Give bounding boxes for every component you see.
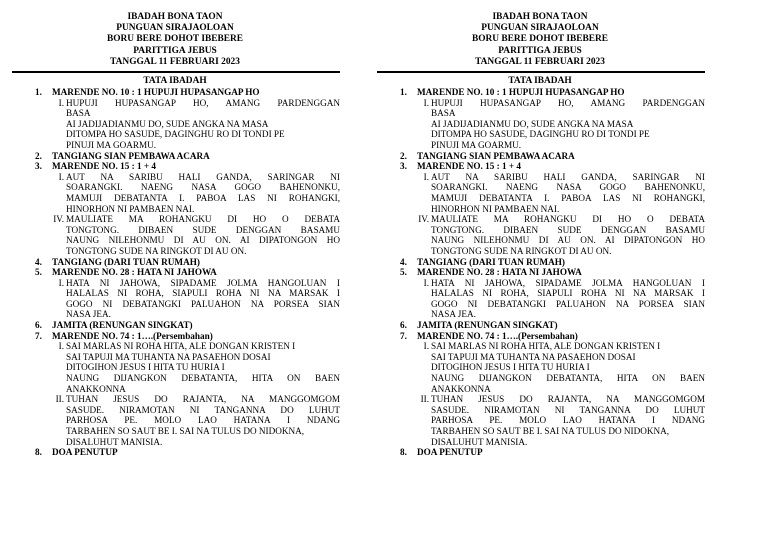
- item-title: MARENDE NO. 28 : HATA NI JAHOWA: [52, 267, 217, 278]
- verse-number: IV.: [53, 214, 64, 225]
- verse-line: SAI TAPUJI MA TUHANTA NA PASAEHON DOSAI: [66, 351, 271, 362]
- program-item: [375, 151, 705, 162]
- verse-line: TUHAN JESUS DO RAJANTA, NA MANGGOMGOM: [66, 394, 340, 405]
- verse-line: MAMUJI DEBATANTA I. PABOA LAS NI ROHANGKI,: [431, 192, 705, 203]
- hymn-verse: [52, 394, 340, 447]
- verse-line: DITOMPA HO SASUDE, DAGINGHU RO DI TONDI PE: [431, 129, 650, 140]
- hymn-verse: [52, 98, 340, 151]
- verse-line: AUT NA SARIBU HALI GANDA, SARINGAR NI: [66, 171, 340, 182]
- item-number: 1.: [400, 87, 407, 98]
- verse-line: NASA JEA.: [66, 309, 111, 320]
- verse-line: TONGTONG SUDE NA RINGKOT DI AU ON.: [66, 245, 247, 256]
- item-title: TANGIANG SIAN PEMBAWA ACARA: [52, 150, 210, 161]
- item-number: 5.: [400, 267, 407, 278]
- header-line: BORU BERE DOHOT IBEBERE: [471, 34, 609, 45]
- verse-line: TONGTONG SUDE NA RINGKOT DI AU ON.: [431, 245, 612, 256]
- verse-line: SAI MARLAS NI ROHA HITA, ALE DONGAN KRISTEN I: [431, 341, 661, 352]
- verse-line: SAI MARLAS NI ROHA HITA, ALE DONGAN KRISTEN I: [66, 341, 296, 352]
- item-number: 6.: [400, 320, 407, 331]
- verse-number: I.: [58, 97, 64, 108]
- header-line: PUNGUAN SIRAJAOLOAN: [116, 23, 234, 34]
- item-title: DOA PENUTUP: [52, 447, 118, 458]
- header-line: IBADAH BONA TAON: [127, 12, 223, 22]
- verse-number: I.: [423, 97, 429, 108]
- item-title: MARENDE NO. 74 : 1….(Persembahan): [52, 330, 213, 341]
- verse-number: IV.: [418, 214, 429, 225]
- verse-line: DITOMPA HO SASUDE, DAGINGHU RO DI TONDI PE: [66, 129, 285, 140]
- program-item: [10, 87, 340, 98]
- verse-line: SOARANGKI. NAENG NASA GOGO BAHENONKU,: [66, 182, 340, 193]
- item-title: TANGIANG SIAN PEMBAWA ACARA: [417, 150, 575, 161]
- verse-line: SAI TAPUJI MA TUHANTA NA PASAEHON DOSAI: [431, 351, 636, 362]
- header-line: PARITTIGA JEBUS: [133, 45, 217, 56]
- program-item: [375, 161, 705, 172]
- item-title: MARENDE NO. 10 : 1 HUPUJI HUPASANGAP HO: [417, 87, 625, 98]
- program-item: [10, 331, 340, 342]
- program-item: [375, 331, 705, 342]
- header-line: PARITTIGA JEBUS: [498, 45, 582, 56]
- item-number: 2.: [400, 150, 407, 161]
- hymn-verse: [417, 341, 705, 394]
- verse-line: DISALUHUT MANISIA.: [431, 436, 528, 447]
- program-item: [10, 447, 340, 458]
- item-title: JAMITA (RENUNGAN SINGKAT): [417, 320, 558, 331]
- program-column-right: [375, 12, 705, 458]
- verse-line: SASUDE. NIRAMOTAN NI TANGANNA DO LUHUT: [66, 404, 340, 415]
- header-line: TANGGAL 11 FEBRUARI 2023: [110, 56, 240, 67]
- verse-number: I.: [58, 171, 64, 182]
- verse-line: HINORHON NI PAMBAEN NAI.: [66, 203, 195, 214]
- verse-line: NAUNG DIJANGKON DEBATANTA, HITA ON BAEN: [431, 373, 705, 384]
- item-title: MARENDE NO. 28 : HATA NI JAHOWA: [417, 267, 582, 278]
- hymn-verse: [52, 214, 340, 256]
- header-line: TANGGAL 11 FEBRUARI 2023: [475, 56, 605, 67]
- verse-line: BASA: [66, 108, 91, 119]
- verse-line: SASUDE. NIRAMOTAN NI TANGANNA DO LUHUT: [431, 404, 705, 415]
- verse-line: HUPUJI HUPASANGAP HO, AMANG PARDENGGAN: [431, 97, 705, 108]
- program-item: [375, 257, 705, 268]
- program-item: [375, 447, 705, 458]
- program-item: [10, 267, 340, 278]
- item-title: TANGIANG (DARI TUAN RUMAH): [52, 256, 200, 267]
- header-divider: [377, 71, 705, 73]
- item-title: TANGIANG (DARI TUAN RUMAH): [417, 256, 565, 267]
- verse-line: DITOGIHON JESUS I HITA TU HURIA I: [66, 362, 225, 373]
- verse-number: II.: [420, 394, 429, 405]
- item-number: 3.: [35, 161, 42, 172]
- header-line: PUNGUAN SIRAJAOLOAN: [481, 23, 599, 34]
- hymn-verse: [417, 172, 705, 214]
- header-line: IBADAH BONA TAON: [492, 12, 588, 22]
- item-title: DOA PENUTUP: [417, 447, 483, 458]
- hymn-verse: [52, 172, 340, 214]
- verse-number: I.: [423, 171, 429, 182]
- verse-line: HALALAS NI ROHA, SIAPULI ROHA NI NA MARSAK I: [431, 288, 705, 299]
- program-item: [10, 151, 340, 162]
- program-header: [375, 12, 705, 68]
- verse-line: DISALUHUT MANISIA.: [66, 436, 163, 447]
- item-number: 4.: [35, 256, 42, 267]
- hymn-verse: [417, 98, 705, 151]
- verse-line: NAUNG NILEHONMU DI AU ON. AI DIPATONGON HO: [431, 235, 705, 246]
- hymn-verse: [52, 278, 340, 320]
- verse-line: AI JADIJADIANMU DO, SUDE ANGKA NA MASA: [431, 118, 634, 129]
- verse-number: I.: [58, 277, 64, 288]
- item-title: MARENDE NO. 10 : 1 HUPUJI HUPASANGAP HO: [52, 87, 260, 98]
- program-item: [375, 267, 705, 278]
- item-number: 3.: [400, 161, 407, 172]
- program-item: [10, 257, 340, 268]
- verse-line: TONGTONG. DIBAEN SUDE DENGGAN BASAMU: [66, 224, 340, 235]
- verse-line: MAULIATE MA ROHANGKU DI HO O DEBATA: [66, 214, 340, 225]
- verse-line: TUHAN JESUS DO RAJANTA, NA MANGGOMGOM: [431, 394, 705, 405]
- verse-line: HUPUJI HUPASANGAP HO, AMANG PARDENGGAN: [66, 97, 340, 108]
- verse-line: DITOGIHON JESUS I HITA TU HURIA I: [431, 362, 590, 373]
- verse-line: NAUNG DIJANGKON DEBATANTA, HITA ON BAEN: [66, 373, 340, 384]
- hymn-verse: [417, 278, 705, 320]
- verse-line: PARHOSA PE. MOLO LAO HATANA I NDANG: [431, 415, 705, 426]
- program-item: [375, 87, 705, 98]
- item-number: 8.: [35, 447, 42, 458]
- verse-line: HALALAS NI ROHA, SIAPULI ROHA NI NA MARSAK I: [66, 288, 340, 299]
- verse-line: MAMUJI DEBATANTA I. PABOA LAS NI ROHANGKI,: [66, 192, 340, 203]
- verse-line: MAULIATE MA ROHANGKU DI HO O DEBATA: [431, 214, 705, 225]
- verse-line: ANAKKONNA: [66, 383, 126, 394]
- program-item: [10, 161, 340, 172]
- verse-line: TARBAHEN SO SAUT BE I. SAI NA TULUS DO NIDOKNA,: [66, 426, 305, 437]
- verse-number: I.: [58, 341, 64, 352]
- item-number: 4.: [400, 256, 407, 267]
- program-item: [10, 320, 340, 331]
- hymn-verse: [417, 394, 705, 447]
- verse-line: NAUNG NILEHONMU DI AU ON. AI DIPATONGON HO: [66, 235, 340, 246]
- program-item: [375, 320, 705, 331]
- verse-line: HATA NI JAHOWA, SIPADAME JOLMA HANGOLUAN I: [66, 277, 340, 288]
- item-title: JAMITA (RENUNGAN SINGKAT): [52, 320, 193, 331]
- verse-number: I.: [423, 277, 429, 288]
- verse-line: NASA JEA.: [431, 309, 476, 320]
- verse-line: PARHOSA PE. MOLO LAO HATANA I NDANG: [66, 415, 340, 426]
- verse-line: AUT NA SARIBU HALI GANDA, SARINGAR NI: [431, 171, 705, 182]
- item-title: MARENDE NO. 15 : 1 + 4: [52, 161, 156, 172]
- item-number: 7.: [35, 330, 42, 341]
- item-number: 7.: [400, 330, 407, 341]
- header-divider: [12, 71, 340, 73]
- item-number: 2.: [35, 150, 42, 161]
- verse-line: GOGO NI DEBATANGKI PALUAHON NA PORSEA SIAN: [431, 298, 705, 309]
- verse-line: TONGTONG. DIBAEN SUDE DENGGAN BASAMU: [431, 224, 705, 235]
- item-number: 6.: [35, 320, 42, 331]
- verse-number: I.: [423, 341, 429, 352]
- verse-line: AI JADIJADIANMU DO, SUDE ANGKA NA MASA: [66, 118, 269, 129]
- header-line: BORU BERE DOHOT IBEBERE: [106, 34, 244, 45]
- section-title: TATA IBADAH: [508, 76, 572, 87]
- verse-line: BASA: [431, 108, 456, 119]
- verse-line: ANAKKONNA: [431, 383, 491, 394]
- item-title: MARENDE NO. 74 : 1….(Persembahan): [417, 330, 578, 341]
- item-number: 1.: [35, 87, 42, 98]
- program-header: [10, 12, 340, 68]
- program-column-left: [10, 12, 340, 458]
- verse-number: II.: [55, 394, 64, 405]
- verse-line: SOARANGKI. NAENG NASA GOGO BAHENONKU,: [431, 182, 705, 193]
- verse-line: TARBAHEN SO SAUT BE I. SAI NA TULUS DO NIDOKNA,: [431, 426, 670, 437]
- verse-line: PINUJI MA GOARMU.: [66, 139, 157, 150]
- verse-line: GOGO NI DEBATANGKI PALUAHON NA PORSEA SIAN: [66, 298, 340, 309]
- item-number: 5.: [35, 267, 42, 278]
- hymn-verse: [52, 341, 340, 394]
- verse-line: HINORHON NI PAMBAEN NAI.: [431, 203, 560, 214]
- section-title: TATA IBADAH: [143, 76, 207, 87]
- verse-line: PINUJI MA GOARMU.: [431, 139, 522, 150]
- hymn-verse: [417, 214, 705, 256]
- item-title: MARENDE NO. 15 : 1 + 4: [417, 161, 521, 172]
- item-number: 8.: [400, 447, 407, 458]
- verse-line: HATA NI JAHOWA, SIPADAME JOLMA HANGOLUAN I: [431, 277, 705, 288]
